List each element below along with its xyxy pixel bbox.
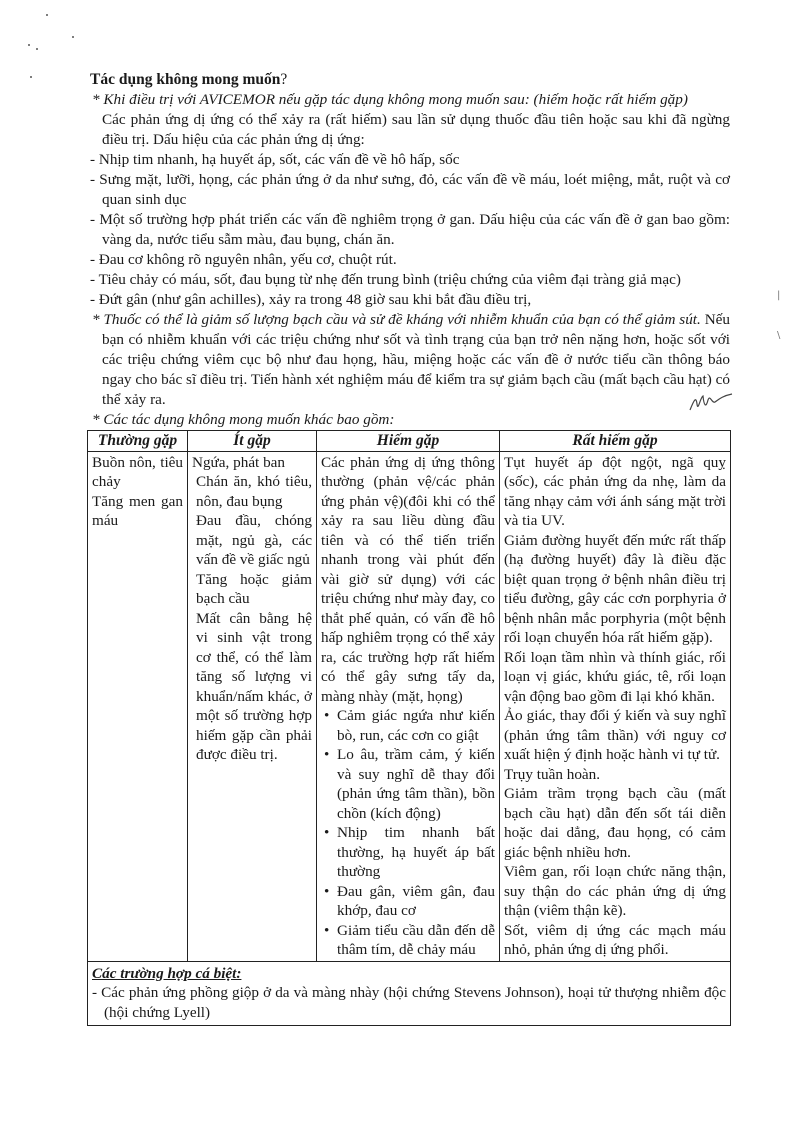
cell-rare bbox=[317, 451, 500, 961]
bullet-item: • Lo âu, trầm cảm, ý kiến và suy nghĩ dễ thay đổi (phản ứng tâm thần), bồn chồn (kích động) bbox=[321, 745, 495, 823]
table-header-row bbox=[88, 431, 731, 452]
scan-speck bbox=[30, 76, 32, 78]
list-item: - Nhịp tim nhanh, hạ huyết áp, sốt, các vấn đề về hô hấp, sốc bbox=[90, 151, 460, 168]
cell-item: Rối loạn tầm nhìn và thính giác, rối loạn vị giác, khứu giác, tê, rối loạn vận động bao gồm đi lại khó khăn. bbox=[504, 648, 726, 705]
cell-very-rare bbox=[500, 451, 731, 961]
cell-item: Mất cân bằng hệ vi sinh vật trong cơ thể, có thể làm tăng số lượng vi khuẩn/nấm khác, ở một số trường hợp hiếm gặp cần phải được điều trị. bbox=[196, 609, 312, 763]
cell-item: Sốt, viêm dị ứng các mạch máu nhỏ, phản ứng dị ứng phổi. bbox=[504, 921, 726, 958]
margin-mark: \ bbox=[777, 330, 781, 341]
cell-uncommon bbox=[188, 451, 317, 961]
header-uncommon: Ít gặp bbox=[188, 431, 317, 452]
list-item: - Tiêu chảy có máu, sốt, đau bụng từ nhẹ đến trung bình (triệu chứng của viêm đại tràng giả mạc) bbox=[90, 271, 681, 288]
cell-item: Buồn nôn, tiêu chảy bbox=[92, 453, 183, 490]
scan-speck bbox=[72, 36, 74, 38]
scan-speck bbox=[28, 44, 30, 46]
cell-item: Ảo giác, thay đổi ý kiến và suy nghĩ (phản ứng tâm thần) với nguy cơ xuất hiện ý định hoặc hành vi tự tử. bbox=[504, 707, 726, 763]
cell-item: Trụy tuần hoàn. bbox=[504, 765, 601, 783]
cell-item: Ngứa, phát ban bbox=[192, 453, 286, 471]
list-item: - Đau cơ không rõ nguyên nhân, yếu cơ, chuột rút. bbox=[90, 251, 397, 268]
special-cases-row bbox=[88, 961, 731, 1026]
cell-item: Tăng men gan máu bbox=[92, 492, 183, 529]
side-effects-table bbox=[87, 430, 731, 1026]
cell-item: Các phản ứng dị ứng thông thường (phản vệ/các phản ứng phản vệ)(đôi khi có thể xảy ra sau liều dùng đầu tiên và có thể tiến triển nhanh trong vài phút đến vài giờ sử dụng) với các triệu chứng như mày đay, co thắt phế quản, có vấn đề hô hấp nghiêm trọng có thể xảy ra, các trường hợp rất hiếm có thể gây sưng tấy da, màng nhày (mặt, họng) bbox=[321, 453, 495, 705]
other-effects-line: * Các tác dụng không mong muốn khác bao gồm: bbox=[92, 411, 395, 428]
special-cases-text: - Các phản ứng phồng giộp ở da và màng nhày (hội chứng Stevens Johnson), hoại tử thượng nhiễm độc (hội chứng Lyell) bbox=[92, 984, 726, 1021]
bullet-item: • Đau gân, viêm gân, đau khớp, đau cơ bbox=[321, 882, 495, 921]
allergy-paragraph: Các phản ứng dị ứng có thể xảy ra (rất hiếm) sau lần sử dụng thuốc đầu tiên hoặc sau khi đã ngừng điều trị. Dấu hiệu của các phản ứng dị ứng: bbox=[102, 111, 730, 148]
cell-item: Viêm gan, rối loạn chức năng thận, suy thận do các phản ứng dị ứng thận (viêm thận kẽ). bbox=[504, 863, 726, 919]
header-rare: Hiếm gặp bbox=[317, 431, 500, 452]
section-heading: Tác dụng không mong muốn? bbox=[90, 71, 288, 88]
cell-item: Tụt huyết áp đột ngột, ngã quỵ (sốc), các phản ứng da nhẹ, làm da tăng nhạy cảm với ánh sáng mặt trời và tia UV. bbox=[504, 453, 726, 529]
bullet-item: • Giảm tiểu cầu dẫn đến dễ thâm tím, dễ chảy máu bbox=[321, 921, 495, 960]
cell-item: Giảm trầm trọng bạch cầu (mất bạch cầu hạt) dẫn đến sốt tái diễn hoặc dai dẳng, đau họng, có cảm giác bệnh nhiều hơn. bbox=[504, 785, 726, 861]
cell-item: Đau đầu, chóng mặt, ngủ gà, các vấn đề về giấc ngủ bbox=[196, 512, 312, 568]
cell-common bbox=[88, 451, 188, 961]
table-row bbox=[88, 451, 731, 961]
special-cases-title: Các trường hợp cá biệt: bbox=[92, 964, 242, 982]
intro-line: * Khi điều trị với AVICEMOR nếu gặp tác dụng không mong muốn sau: (hiếm hoặc rất hiếm gặp) bbox=[92, 91, 688, 108]
infection-paragraph: * Thuốc có thể là giảm số lượng bạch cầu và sử đề kháng với nhiễm khuẩn của bạn có thể giảm sút. Nếu bạn có nhiễm khuẩn với các triệu chứng như sốt và tình trạng của bạn trở nên nặng hơn, hoặc sốt với các triệu chứng viêm cục bộ như đau họng, hầu, miệng hoặc các vấn đề ở nước tiểu cần thông báo ngay cho bác sĩ điều trị. Tiến hành xét nghiệm máu để kiểm tra sự giảm bạch cầu (mất bạch cầu hạt) có thể xảy ra. bbox=[92, 311, 730, 408]
list-item: - Sưng mặt, lưỡi, họng, các phản ứng ở da như sưng, đỏ, các vấn đề về máu, loét miệng, mắt, ruột và cơ quan sinh dục bbox=[90, 171, 730, 208]
list-item: - Đứt gân (như gân achilles), xảy ra trong 48 giờ sau khi bắt đầu điều trị, bbox=[90, 291, 532, 308]
list-item: - Một số trường hợp phát triển các vấn đề nghiêm trọng ở gan. Dấu hiệu của các vấn đề ở gan bao gồm: vàng da, nước tiểu sẫm màu, đau bụng, chán ăn. bbox=[90, 211, 730, 248]
scan-speck bbox=[46, 14, 48, 16]
bullet-item: • Cảm giác ngứa như kiến bò, run, các cơn co giật bbox=[321, 706, 495, 745]
header-common: Thường gặp bbox=[88, 431, 188, 452]
document-content bbox=[90, 70, 730, 1026]
special-cases-cell bbox=[88, 961, 731, 1026]
header-very-rare: Rất hiếm gặp bbox=[500, 431, 731, 452]
bullet-item: • Nhịp tim nhanh bất thường, hạ huyết áp bất thường bbox=[321, 823, 495, 882]
cell-item: Tăng hoặc giảm bạch cầu bbox=[196, 570, 312, 607]
cell-item: Giảm đường huyết đến mức rất thấp (hạ đường huyết) đây là điều đặc biệt quan trọng ở bệnh nhân điều trị tiểu đường, gây các cơn porphyria ở bệnh nhân mắc porphyria (một bệnh rối loạn chuyển hóa rất hiếm gặp). bbox=[504, 531, 726, 646]
cell-item: Chán ăn, khó tiêu, nôn, đau bụng bbox=[196, 473, 312, 510]
margin-mark: | bbox=[777, 290, 781, 301]
scan-speck bbox=[36, 48, 38, 50]
